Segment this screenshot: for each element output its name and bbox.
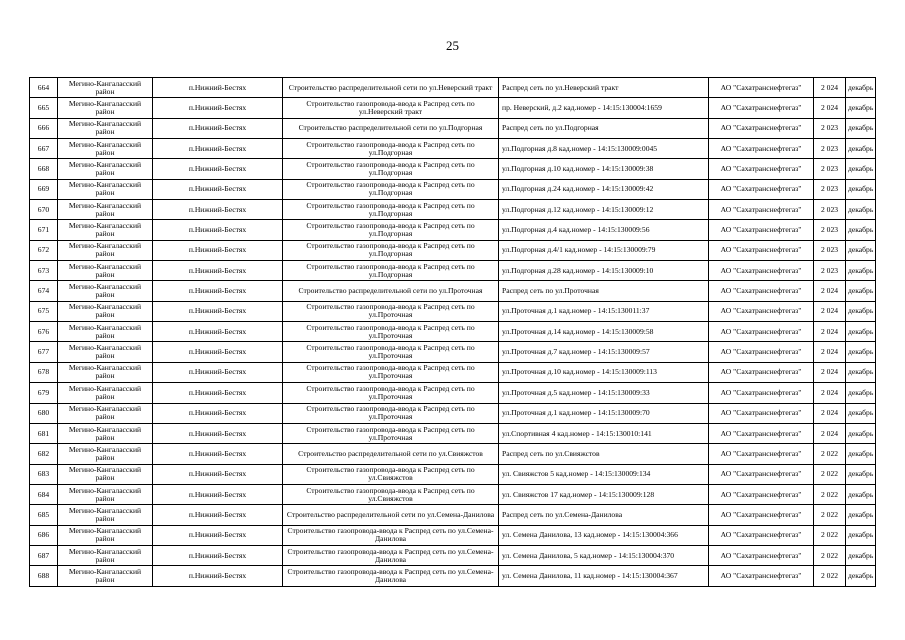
- month-cell: декабрь: [846, 322, 876, 342]
- table-row: [30, 566, 876, 586]
- organization-cell: АО "Сахатранснефтегаз": [709, 139, 814, 159]
- year-cell: 2 023: [814, 220, 846, 240]
- row-number: 666: [30, 118, 58, 138]
- object-cell: ул.Проточная д.1 кад.номер - 14:15:130011:37: [499, 301, 709, 321]
- settlement-cell: п.Нижний-Бестях: [153, 159, 283, 179]
- object-cell: ул.Проточная д.14 кад.номер - 14:15:130009:58: [499, 322, 709, 342]
- row-number: 668: [30, 159, 58, 179]
- work-description-cell: Строительство газопровода-ввода к Распред сеть по ул.Проточная: [283, 301, 499, 321]
- table-row: [30, 403, 876, 423]
- work-description-cell: Строительство газопровода-ввода к Распред сеть по ул.Семена-Данилова: [283, 545, 499, 565]
- year-cell: 2 024: [814, 301, 846, 321]
- settlement-cell: п.Нижний-Бестях: [153, 525, 283, 545]
- year-cell: 2 024: [814, 98, 846, 118]
- table-row: [30, 78, 876, 98]
- object-cell: ул.Спортивная 4 кад.номер - 14:15:130010:141: [499, 423, 709, 443]
- month-cell: декабрь: [846, 200, 876, 220]
- organization-cell: АО "Сахатранснефтегаз": [709, 179, 814, 199]
- year-cell: 2 022: [814, 464, 846, 484]
- year-cell: 2 023: [814, 240, 846, 260]
- table-row: [30, 200, 876, 220]
- month-cell: декабрь: [846, 403, 876, 423]
- month-cell: декабрь: [846, 78, 876, 98]
- month-cell: декабрь: [846, 342, 876, 362]
- month-cell: декабрь: [846, 505, 876, 525]
- district-cell: Мегино-Кангаласский район: [58, 505, 153, 525]
- settlement-cell: п.Нижний-Бестях: [153, 566, 283, 586]
- settlement-cell: п.Нижний-Бестях: [153, 383, 283, 403]
- work-description-cell: Строительство газопровода-ввода к Распред сеть по ул.Свияжстов: [283, 464, 499, 484]
- table-row: [30, 525, 876, 545]
- object-cell: ул.Проточная д.10 кад.номер - 14:15:130009:113: [499, 362, 709, 382]
- year-cell: 2 023: [814, 139, 846, 159]
- object-cell: Распред сеть по ул.Проточная: [499, 281, 709, 301]
- object-cell: ул.Подгорная д.4 кад.номер - 14:15:130009:56: [499, 220, 709, 240]
- organization-cell: АО "Сахатранснефтегаз": [709, 484, 814, 504]
- district-cell: Мегино-Кангаласский район: [58, 464, 153, 484]
- row-number: 677: [30, 342, 58, 362]
- object-cell: ул.Подгорная д.10 кад.номер - 14:15:130009:38: [499, 159, 709, 179]
- works-table: [29, 77, 876, 587]
- year-cell: 2 024: [814, 423, 846, 443]
- settlement-cell: п.Нижний-Бестях: [153, 362, 283, 382]
- page-number: 25: [446, 38, 459, 53]
- organization-cell: АО "Сахатранснефтегаз": [709, 322, 814, 342]
- row-number: 678: [30, 362, 58, 382]
- district-cell: Мегино-Кангаласский район: [58, 484, 153, 504]
- organization-cell: АО "Сахатранснефтегаз": [709, 383, 814, 403]
- month-cell: декабрь: [846, 525, 876, 545]
- year-cell: 2 023: [814, 159, 846, 179]
- district-cell: Мегино-Кангаласский район: [58, 566, 153, 586]
- settlement-cell: п.Нижний-Бестях: [153, 464, 283, 484]
- table-row: [30, 220, 876, 240]
- month-cell: декабрь: [846, 484, 876, 504]
- month-cell: декабрь: [846, 240, 876, 260]
- row-number: 670: [30, 200, 58, 220]
- settlement-cell: п.Нижний-Бестях: [153, 281, 283, 301]
- year-cell: 2 024: [814, 403, 846, 423]
- object-cell: Распред сеть по ул.Семена-Данилова: [499, 505, 709, 525]
- year-cell: 2 024: [814, 322, 846, 342]
- settlement-cell: п.Нижний-Бестях: [153, 78, 283, 98]
- row-number: 673: [30, 261, 58, 281]
- organization-cell: АО "Сахатранснефтегаз": [709, 78, 814, 98]
- object-cell: ул. Семена Данилова, 13 кад.номер - 14:15:130004:366: [499, 525, 709, 545]
- table-row: [30, 322, 876, 342]
- district-cell: Мегино-Кангаласский район: [58, 322, 153, 342]
- month-cell: декабрь: [846, 464, 876, 484]
- object-cell: ул. Свияжстов 17 кад.номер - 14:15:130009:128: [499, 484, 709, 504]
- work-description-cell: Строительство газопровода-ввода к Распред сеть по ул.Проточная: [283, 423, 499, 443]
- settlement-cell: п.Нижний-Бестях: [153, 220, 283, 240]
- year-cell: 2 023: [814, 179, 846, 199]
- month-cell: декабрь: [846, 566, 876, 586]
- settlement-cell: п.Нижний-Бестях: [153, 200, 283, 220]
- object-cell: ул. Свияжстов 5 кад.номер - 14:15:130009:134: [499, 464, 709, 484]
- object-cell: ул.Проточная д.7 кад.номер - 14:15:130009:57: [499, 342, 709, 362]
- object-cell: ул.Подгорная д.12 кад.номер - 14:15:130009:12: [499, 200, 709, 220]
- district-cell: Мегино-Кангаласский район: [58, 281, 153, 301]
- organization-cell: АО "Сахатранснефтегаз": [709, 159, 814, 179]
- table-row: [30, 505, 876, 525]
- object-cell: ул.Подгорная д.4/1 кад.номер - 14:15:130009:79: [499, 240, 709, 260]
- organization-cell: АО "Сахатранснефтегаз": [709, 525, 814, 545]
- organization-cell: АО "Сахатранснефтегаз": [709, 220, 814, 240]
- settlement-cell: п.Нижний-Бестях: [153, 423, 283, 443]
- table-row: [30, 159, 876, 179]
- work-description-cell: Строительство распределительной сети по ул.Подгорная: [283, 118, 499, 138]
- table-row: [30, 383, 876, 403]
- settlement-cell: п.Нижний-Бестях: [153, 484, 283, 504]
- table-row: [30, 118, 876, 138]
- month-cell: декабрь: [846, 545, 876, 565]
- object-cell: ул.Проточная д.1 кад.номер - 14:15:130009:70: [499, 403, 709, 423]
- organization-cell: АО "Сахатранснефтегаз": [709, 464, 814, 484]
- year-cell: 2 022: [814, 444, 846, 464]
- district-cell: Мегино-Кангаласский район: [58, 423, 153, 443]
- organization-cell: АО "Сахатранснефтегаз": [709, 566, 814, 586]
- organization-cell: АО "Сахатранснефтегаз": [709, 281, 814, 301]
- table-row: [30, 98, 876, 118]
- object-cell: ул. Семена Данилова, 5 кад.номер - 14:15:130004:370: [499, 545, 709, 565]
- table-row: [30, 444, 876, 464]
- organization-cell: АО "Сахатранснефтегаз": [709, 505, 814, 525]
- work-description-cell: Строительство распределительной сети по ул.Неверский тракт: [283, 78, 499, 98]
- settlement-cell: п.Нижний-Бестях: [153, 98, 283, 118]
- month-cell: декабрь: [846, 139, 876, 159]
- table-row: [30, 484, 876, 504]
- year-cell: 2 024: [814, 383, 846, 403]
- organization-cell: АО "Сахатранснефтегаз": [709, 261, 814, 281]
- table-row: [30, 362, 876, 382]
- work-description-cell: Строительство газопровода-ввода к Распред сеть по ул.Проточная: [283, 342, 499, 362]
- settlement-cell: п.Нижний-Бестях: [153, 322, 283, 342]
- row-number: 672: [30, 240, 58, 260]
- object-cell: Распред сеть по ул.Подгорная: [499, 118, 709, 138]
- district-cell: Мегино-Кангаласский район: [58, 179, 153, 199]
- object-cell: ул.Подгорная д.8 кад.номер - 14:15:130009:0045: [499, 139, 709, 159]
- work-description-cell: Строительство газопровода-ввода к Распред сеть по ул.Подгорная: [283, 220, 499, 240]
- organization-cell: АО "Сахатранснефтегаз": [709, 423, 814, 443]
- settlement-cell: п.Нижний-Бестях: [153, 261, 283, 281]
- work-description-cell: Строительство газопровода-ввода к Распред сеть по ул.Неверский тракт: [283, 98, 499, 118]
- table-row: [30, 240, 876, 260]
- row-number: 682: [30, 444, 58, 464]
- table-row: [30, 139, 876, 159]
- row-number: 685: [30, 505, 58, 525]
- district-cell: Мегино-Кангаласский район: [58, 301, 153, 321]
- district-cell: Мегино-Кангаласский район: [58, 98, 153, 118]
- work-description-cell: Строительство газопровода-ввода к Распред сеть по ул.Подгорная: [283, 261, 499, 281]
- row-number: 688: [30, 566, 58, 586]
- settlement-cell: п.Нижний-Бестях: [153, 301, 283, 321]
- organization-cell: АО "Сахатранснефтегаз": [709, 301, 814, 321]
- month-cell: декабрь: [846, 98, 876, 118]
- work-description-cell: Строительство газопровода-ввода к Распред сеть по ул.Проточная: [283, 322, 499, 342]
- organization-cell: АО "Сахатранснефтегаз": [709, 342, 814, 362]
- district-cell: Мегино-Кангаласский район: [58, 403, 153, 423]
- month-cell: декабрь: [846, 301, 876, 321]
- district-cell: Мегино-Кангаласский район: [58, 383, 153, 403]
- organization-cell: АО "Сахатранснефтегаз": [709, 200, 814, 220]
- table-row: [30, 301, 876, 321]
- year-cell: 2 022: [814, 505, 846, 525]
- month-cell: декабрь: [846, 118, 876, 138]
- year-cell: 2 022: [814, 545, 846, 565]
- settlement-cell: п.Нижний-Бестях: [153, 179, 283, 199]
- work-description-cell: Строительство газопровода-ввода к Распред сеть по ул.Проточная: [283, 383, 499, 403]
- organization-cell: АО "Сахатранснефтегаз": [709, 444, 814, 464]
- district-cell: Мегино-Кангаласский район: [58, 240, 153, 260]
- work-description-cell: Строительство газопровода-ввода к Распред сеть по ул.Проточная: [283, 362, 499, 382]
- work-description-cell: Строительство распределительной сети по ул.Семена-Данилова: [283, 505, 499, 525]
- organization-cell: АО "Сахатранснефтегаз": [709, 98, 814, 118]
- month-cell: декабрь: [846, 444, 876, 464]
- work-description-cell: Строительство газопровода-ввода к Распред сеть по ул.Подгорная: [283, 200, 499, 220]
- district-cell: Мегино-Кангаласский район: [58, 118, 153, 138]
- district-cell: Мегино-Кангаласский район: [58, 78, 153, 98]
- work-description-cell: Строительство газопровода-ввода к Распред сеть по ул.Подгорная: [283, 179, 499, 199]
- row-number: 669: [30, 179, 58, 199]
- month-cell: декабрь: [846, 383, 876, 403]
- row-number: 687: [30, 545, 58, 565]
- row-number: 667: [30, 139, 58, 159]
- month-cell: декабрь: [846, 179, 876, 199]
- work-description-cell: Строительство газопровода-ввода к Распред сеть по ул.Семена-Данилова: [283, 525, 499, 545]
- work-description-cell: Строительство газопровода-ввода к Распред сеть по ул.Подгорная: [283, 240, 499, 260]
- row-number: 683: [30, 464, 58, 484]
- settlement-cell: п.Нижний-Бестях: [153, 545, 283, 565]
- table-row: [30, 281, 876, 301]
- district-cell: Мегино-Кангаласский район: [58, 444, 153, 464]
- year-cell: 2 023: [814, 200, 846, 220]
- row-number: 665: [30, 98, 58, 118]
- work-description-cell: Строительство распределительной сети по ул.Проточная: [283, 281, 499, 301]
- district-cell: Мегино-Кангаласский район: [58, 220, 153, 240]
- organization-cell: АО "Сахатранснефтегаз": [709, 240, 814, 260]
- row-number: 684: [30, 484, 58, 504]
- object-cell: пр. Неверский, д.2 кад.номер - 14:15:130004:1659: [499, 98, 709, 118]
- work-description-cell: Строительство газопровода-ввода к Распред сеть по ул.Проточная: [283, 403, 499, 423]
- row-number: 675: [30, 301, 58, 321]
- table-row: [30, 423, 876, 443]
- object-cell: ул.Подгорная д.24 кад.номер - 14:15:130009:42: [499, 179, 709, 199]
- work-description-cell: Строительство газопровода-ввода к Распред сеть по ул.Семена-Данилова: [283, 566, 499, 586]
- organization-cell: АО "Сахатранснефтегаз": [709, 403, 814, 423]
- district-cell: Мегино-Кангаласский район: [58, 200, 153, 220]
- settlement-cell: п.Нижний-Бестях: [153, 403, 283, 423]
- table-row: [30, 342, 876, 362]
- district-cell: Мегино-Кангаласский район: [58, 545, 153, 565]
- settlement-cell: п.Нижний-Бестях: [153, 444, 283, 464]
- year-cell: 2 022: [814, 525, 846, 545]
- year-cell: 2 023: [814, 118, 846, 138]
- district-cell: Мегино-Кангаласский район: [58, 342, 153, 362]
- organization-cell: АО "Сахатранснефтегаз": [709, 118, 814, 138]
- month-cell: декабрь: [846, 423, 876, 443]
- district-cell: Мегино-Кангаласский район: [58, 362, 153, 382]
- year-cell: 2 024: [814, 342, 846, 362]
- row-number: 664: [30, 78, 58, 98]
- settlement-cell: п.Нижний-Бестях: [153, 505, 283, 525]
- year-cell: 2 023: [814, 261, 846, 281]
- month-cell: декабрь: [846, 362, 876, 382]
- organization-cell: АО "Сахатранснефтегаз": [709, 545, 814, 565]
- object-cell: ул.Подгорная д.28 кад.номер - 14:15:130009:10: [499, 261, 709, 281]
- work-description-cell: Строительство распределительной сети по ул.Свияжстов: [283, 444, 499, 464]
- object-cell: Распред сеть по ул.Неверский тракт: [499, 78, 709, 98]
- month-cell: декабрь: [846, 220, 876, 240]
- table-row: [30, 261, 876, 281]
- object-cell: ул.Проточная д.5 кад.номер - 14:15:130009:33: [499, 383, 709, 403]
- object-cell: ул. Семена Данилова, 11 кад.номер - 14:15:130004:367: [499, 566, 709, 586]
- work-description-cell: Строительство газопровода-ввода к Распред сеть по ул.Подгорная: [283, 139, 499, 159]
- work-description-cell: Строительство газопровода-ввода к Распред сеть по ул.Подгорная: [283, 159, 499, 179]
- work-description-cell: Строительство газопровода-ввода к Распред сеть по ул.Свияжстов: [283, 484, 499, 504]
- year-cell: 2 024: [814, 78, 846, 98]
- settlement-cell: п.Нижний-Бестях: [153, 240, 283, 260]
- district-cell: Мегино-Кангаласский район: [58, 261, 153, 281]
- row-number: 681: [30, 423, 58, 443]
- row-number: 676: [30, 322, 58, 342]
- year-cell: 2 022: [814, 566, 846, 586]
- settlement-cell: п.Нижний-Бестях: [153, 139, 283, 159]
- year-cell: 2 024: [814, 362, 846, 382]
- object-cell: Распред сеть по ул.Свияжстов: [499, 444, 709, 464]
- month-cell: декабрь: [846, 159, 876, 179]
- table-row: [30, 545, 876, 565]
- settlement-cell: п.Нижний-Бестях: [153, 118, 283, 138]
- row-number: 674: [30, 281, 58, 301]
- row-number: 680: [30, 403, 58, 423]
- district-cell: Мегино-Кангаласский район: [58, 525, 153, 545]
- year-cell: 2 022: [814, 484, 846, 504]
- row-number: 679: [30, 383, 58, 403]
- district-cell: Мегино-Кангаласский район: [58, 159, 153, 179]
- month-cell: декабрь: [846, 281, 876, 301]
- year-cell: 2 024: [814, 281, 846, 301]
- table-row: [30, 464, 876, 484]
- row-number: 686: [30, 525, 58, 545]
- row-number: 671: [30, 220, 58, 240]
- organization-cell: АО "Сахатранснефтегаз": [709, 362, 814, 382]
- district-cell: Мегино-Кангаласский район: [58, 139, 153, 159]
- month-cell: декабрь: [846, 261, 876, 281]
- settlement-cell: п.Нижний-Бестях: [153, 342, 283, 362]
- table-row: [30, 179, 876, 199]
